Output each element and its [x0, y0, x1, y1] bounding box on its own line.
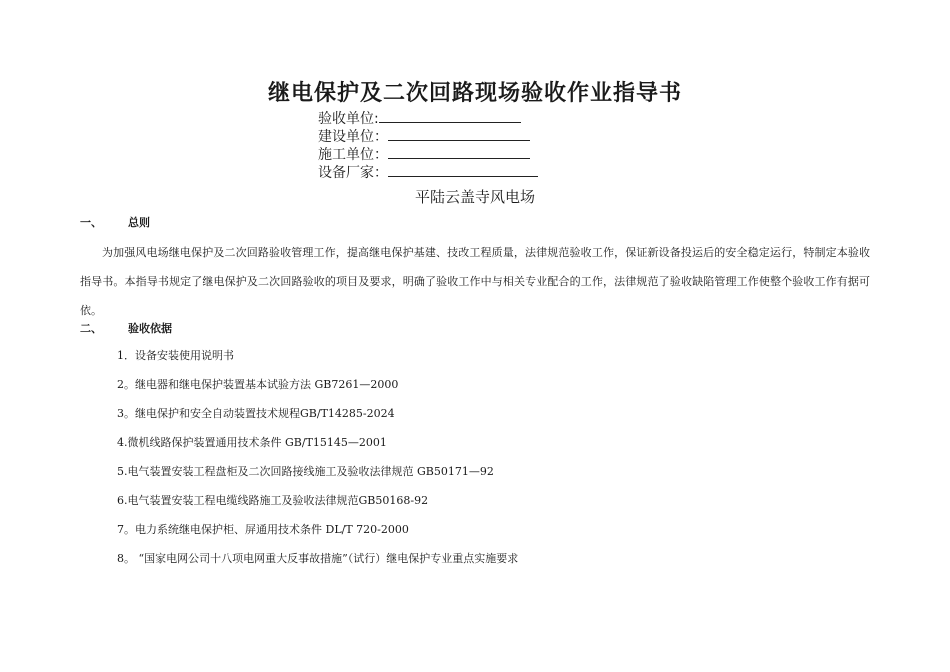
info-block	[318, 108, 538, 180]
list-item: 3。继电保护和安全自动装置技术规程GB/T14285-2024	[117, 407, 395, 420]
section-title: 总则	[128, 216, 150, 229]
list-item: 6.电气装置安装工程电缆线路施工及验收法律规范GB50168-92	[117, 494, 429, 507]
document-title: 继电保护及二次回路现场验收作业指导书	[267, 81, 682, 106]
blank-line	[379, 108, 521, 123]
info-label: 施工单位：	[318, 147, 388, 163]
list-item: 4.微机线路保护装置通用技术条件 GB/T15145—2001	[117, 436, 387, 449]
list-item: 5.电气装置安装工程盘柜及二次回路接线施工及验收法律规范 GB50171—92	[117, 465, 494, 478]
section-2-heading	[80, 320, 172, 336]
info-label: 建设单位：	[318, 129, 388, 145]
info-row-manufacturer	[318, 162, 538, 180]
info-row-installation-unit	[318, 144, 538, 162]
section-1-heading	[80, 214, 150, 230]
blank-line	[388, 144, 530, 159]
section-1-paragraph: 为加强风电场继电保护及二次回路验收管理工作，提高继电保护基建、技改工程质量，法律规范验收工作，保证新设备投运后的安全稳定运行，特制定本验收指导书。本指导书规定了继电保护及二次回路验收的项目及要求，明确了验收工作中与相关专业配合的工作，法律规范了验收缺陷管理工作使整个验收工作有据可依。	[80, 246, 870, 317]
info-row-construction-unit	[318, 126, 538, 144]
info-label: 验收单位:	[318, 111, 379, 127]
basis-list	[117, 344, 518, 576]
list-item: 1．设备安装使用说明书	[117, 349, 234, 362]
blank-line	[388, 162, 538, 177]
list-item: 7。电力系统继电保护柜、屏通用技术条件 DL/T 720-2000	[117, 523, 409, 536]
site-name: 平陆云盖寺风电场	[414, 188, 535, 206]
section-number: 一、	[80, 216, 102, 229]
section-title: 验收依据	[128, 322, 172, 335]
blank-line	[388, 126, 530, 141]
info-label: 设备厂家：	[318, 165, 388, 181]
info-row-acceptance-unit	[318, 108, 538, 126]
list-item: 2。继电器和继电保护装置基本试验方法 GB7261—2000	[117, 378, 399, 391]
list-item: 8。 “国家电网公司十八项电网重大反事故措施”（试行）继电保护专业重点实施要求	[117, 552, 519, 565]
section-number: 二、	[80, 322, 102, 335]
